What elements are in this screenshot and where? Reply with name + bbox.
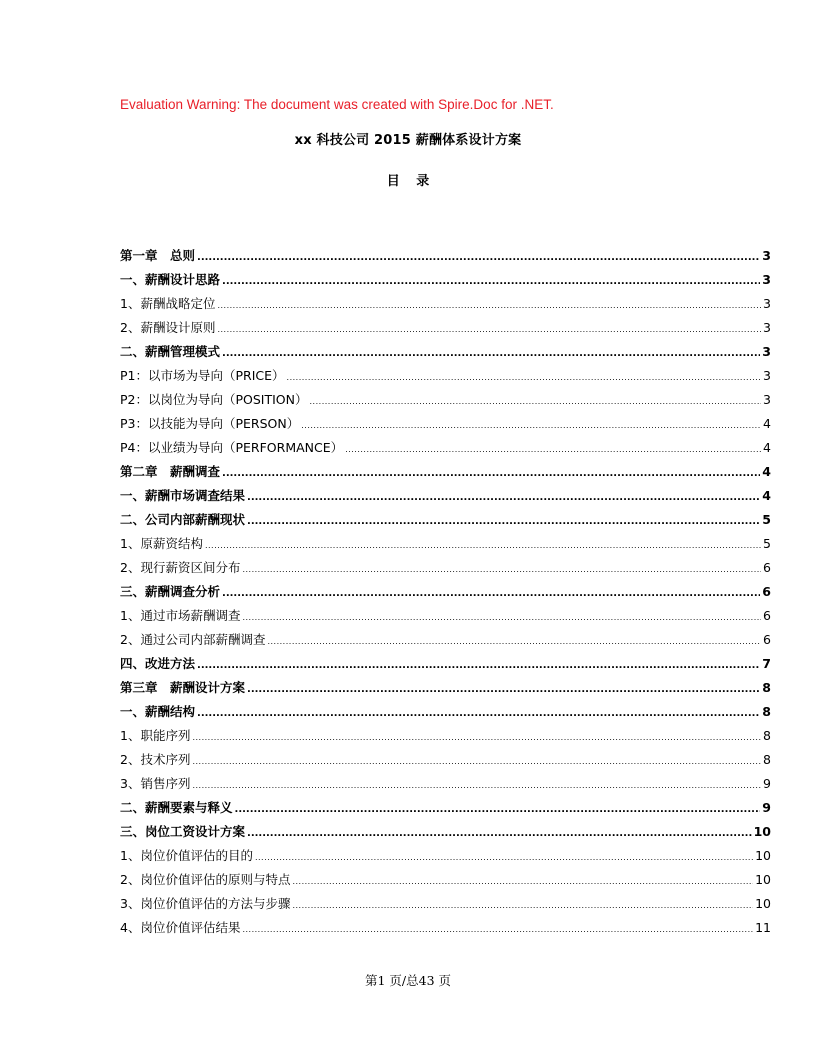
toc-entry-page-number: 5 [763, 536, 771, 551]
toc-entry-label: P3：以技能为导向（PERSON） [120, 416, 300, 431]
toc-entry-label: 1、薪酬战略定位 [120, 296, 216, 311]
toc-entry-label: 第一章 总则 [120, 248, 196, 263]
toc-heading [0, 170, 816, 189]
toc-entry-page-number: 8 [762, 680, 771, 695]
toc-entry[interactable] [120, 412, 771, 436]
toc-entry[interactable] [120, 316, 771, 340]
toc-dot-leader [192, 774, 761, 798]
toc-entry[interactable] [120, 556, 771, 580]
toc-entry-label: 2、技术序列 [120, 752, 191, 767]
toc-entry-page-number: 4 [762, 488, 771, 503]
toc-entry-label: 3、销售序列 [120, 776, 191, 791]
toc-entry-page-number: 11 [755, 920, 771, 935]
toc-entry-page-number: 9 [763, 776, 771, 791]
toc-entry-label: 二、薪酬要素与释义 [120, 800, 233, 815]
toc-dot-leader [345, 438, 761, 462]
toc-dot-leader [242, 606, 761, 630]
toc-entry-label: 1、职能序列 [120, 728, 191, 743]
toc-entry[interactable] [120, 676, 771, 700]
toc-dot-leader [222, 582, 760, 606]
toc-dot-leader [197, 246, 760, 270]
toc-entry-label: 三、薪酬调查分析 [120, 584, 221, 599]
toc-heading-char-1: 目 [386, 174, 400, 189]
toc-entry[interactable] [120, 868, 771, 892]
toc-dot-leader [247, 486, 760, 510]
toc-entry-page-number: 6 [763, 608, 771, 623]
toc-dot-leader [255, 846, 753, 870]
toc-dot-leader [222, 342, 760, 366]
toc-entry-label: 2、通过公司内部薪酬调查 [120, 632, 266, 647]
toc-entry[interactable] [120, 532, 771, 556]
toc-entry-page-number: 7 [762, 656, 771, 671]
toc-entry[interactable] [120, 700, 771, 724]
toc-entry[interactable] [120, 652, 771, 676]
toc-dot-leader [242, 558, 761, 582]
toc-entry[interactable] [120, 364, 771, 388]
toc-entry-label: 一、薪酬设计思路 [120, 272, 221, 287]
toc-entry-label: P4：以业绩为导向（PERFORMANCE） [120, 440, 344, 455]
toc-entry-label: 四、改进方法 [120, 656, 196, 671]
toc-entry-page-number: 10 [755, 896, 771, 911]
toc-dot-leader [217, 318, 761, 342]
toc-entry-page-number: 3 [763, 320, 771, 335]
toc-entry[interactable] [120, 628, 771, 652]
toc-entry-label: 2、岗位价值评估的原则与特点 [120, 872, 291, 887]
toc-entry[interactable] [120, 388, 771, 412]
toc-entry-label: 2、薪酬设计原则 [120, 320, 216, 335]
toc-entry-page-number: 5 [762, 512, 771, 527]
toc-dot-leader [247, 678, 760, 702]
toc-entry-page-number: 8 [762, 704, 771, 719]
toc-dot-leader [222, 270, 760, 294]
toc-entry-page-number: 10 [753, 824, 771, 839]
toc-entry[interactable] [120, 796, 771, 820]
toc-entry[interactable] [120, 604, 771, 628]
toc-entry-label: 三、岗位工资设计方案 [120, 824, 246, 839]
toc-entry-page-number: 3 [763, 296, 771, 311]
toc-entry-label: 4、岗位价值评估结果 [120, 920, 241, 935]
toc-entry-label: 3、岗位价值评估的方法与步骤 [120, 896, 291, 911]
toc-dot-leader [242, 918, 753, 942]
toc-entry[interactable] [120, 340, 771, 364]
toc-entry-page-number: 4 [762, 464, 771, 479]
toc-entry[interactable] [120, 748, 771, 772]
toc-dot-leader [292, 870, 753, 894]
toc-entry[interactable] [120, 292, 771, 316]
page-footer: 第1 页/总43 页 [364, 973, 452, 988]
toc-entry-page-number: 6 [763, 632, 771, 647]
toc-dot-leader [197, 654, 760, 678]
toc-entry-label: 1、岗位价值评估的目的 [120, 848, 253, 863]
toc-entry[interactable] [120, 460, 771, 484]
toc-entry-page-number: 10 [755, 872, 771, 887]
toc-dot-leader [267, 630, 761, 654]
toc-entry[interactable] [120, 724, 771, 748]
toc-entry-page-number: 6 [762, 584, 771, 599]
toc-entry-label: P2：以岗位为导向（POSITION） [120, 392, 308, 407]
toc-entry[interactable] [120, 844, 771, 868]
toc-entry[interactable] [120, 268, 771, 292]
document-title: xx 科技公司 2015 薪酬体系设计方案 [294, 133, 522, 148]
toc-entry-page-number: 9 [762, 800, 771, 815]
toc-entry[interactable] [120, 772, 771, 796]
evaluation-warning: Evaluation Warning: The document was created with Spire.Doc for .NET. [120, 97, 554, 112]
toc-entry-page-number: 8 [763, 728, 771, 743]
toc-dot-leader [301, 414, 761, 438]
toc-entry-label: 1、原薪资结构 [120, 536, 203, 551]
toc-entry[interactable] [120, 580, 771, 604]
toc-dot-leader [222, 462, 760, 486]
toc-entry-label: 2、现行薪资区间分布 [120, 560, 241, 575]
toc-entry[interactable] [120, 820, 771, 844]
table-of-contents [120, 244, 771, 940]
toc-entry-page-number: 3 [763, 368, 771, 383]
toc-dot-leader [205, 534, 761, 558]
toc-dot-leader [292, 894, 753, 918]
toc-dot-leader [235, 798, 761, 822]
toc-entry-label: 第三章 薪酬设计方案 [120, 680, 246, 695]
toc-entry[interactable] [120, 244, 771, 268]
toc-dot-leader [247, 822, 752, 846]
toc-entry[interactable] [120, 436, 771, 460]
toc-entry[interactable] [120, 892, 771, 916]
toc-entry-label: 第二章 薪酬调查 [120, 464, 221, 479]
toc-entry-page-number: 3 [762, 344, 771, 359]
toc-entry-page-number: 10 [755, 848, 771, 863]
toc-dot-leader [310, 390, 762, 414]
toc-dot-leader [192, 726, 761, 750]
toc-entry-label: 1、通过市场薪酬调查 [120, 608, 241, 623]
toc-entry-label: P1：以市场为导向（PRICE） [120, 368, 285, 383]
toc-entry[interactable] [120, 508, 771, 532]
toc-entry-page-number: 3 [762, 248, 771, 263]
toc-entry-label: 一、薪酬结构 [120, 704, 196, 719]
toc-entry-page-number: 6 [763, 560, 771, 575]
toc-entry-page-number: 4 [763, 440, 771, 455]
toc-entry-page-number: 4 [763, 416, 771, 431]
toc-dot-leader [287, 366, 762, 390]
toc-entry[interactable] [120, 916, 771, 940]
toc-dot-leader [192, 750, 761, 774]
toc-dot-leader [217, 294, 761, 318]
toc-entry[interactable] [120, 484, 771, 508]
toc-heading-char-2: 录 [416, 174, 430, 189]
toc-dot-leader [247, 510, 760, 534]
toc-entry-label: 二、薪酬管理模式 [120, 344, 221, 359]
toc-entry-label: 一、薪酬市场调查结果 [120, 488, 246, 503]
toc-entry-page-number: 8 [763, 752, 771, 767]
toc-dot-leader [197, 702, 760, 726]
toc-entry-page-number: 3 [762, 272, 771, 287]
toc-entry-page-number: 3 [763, 392, 771, 407]
toc-entry-label: 二、公司内部薪酬现状 [120, 512, 246, 527]
